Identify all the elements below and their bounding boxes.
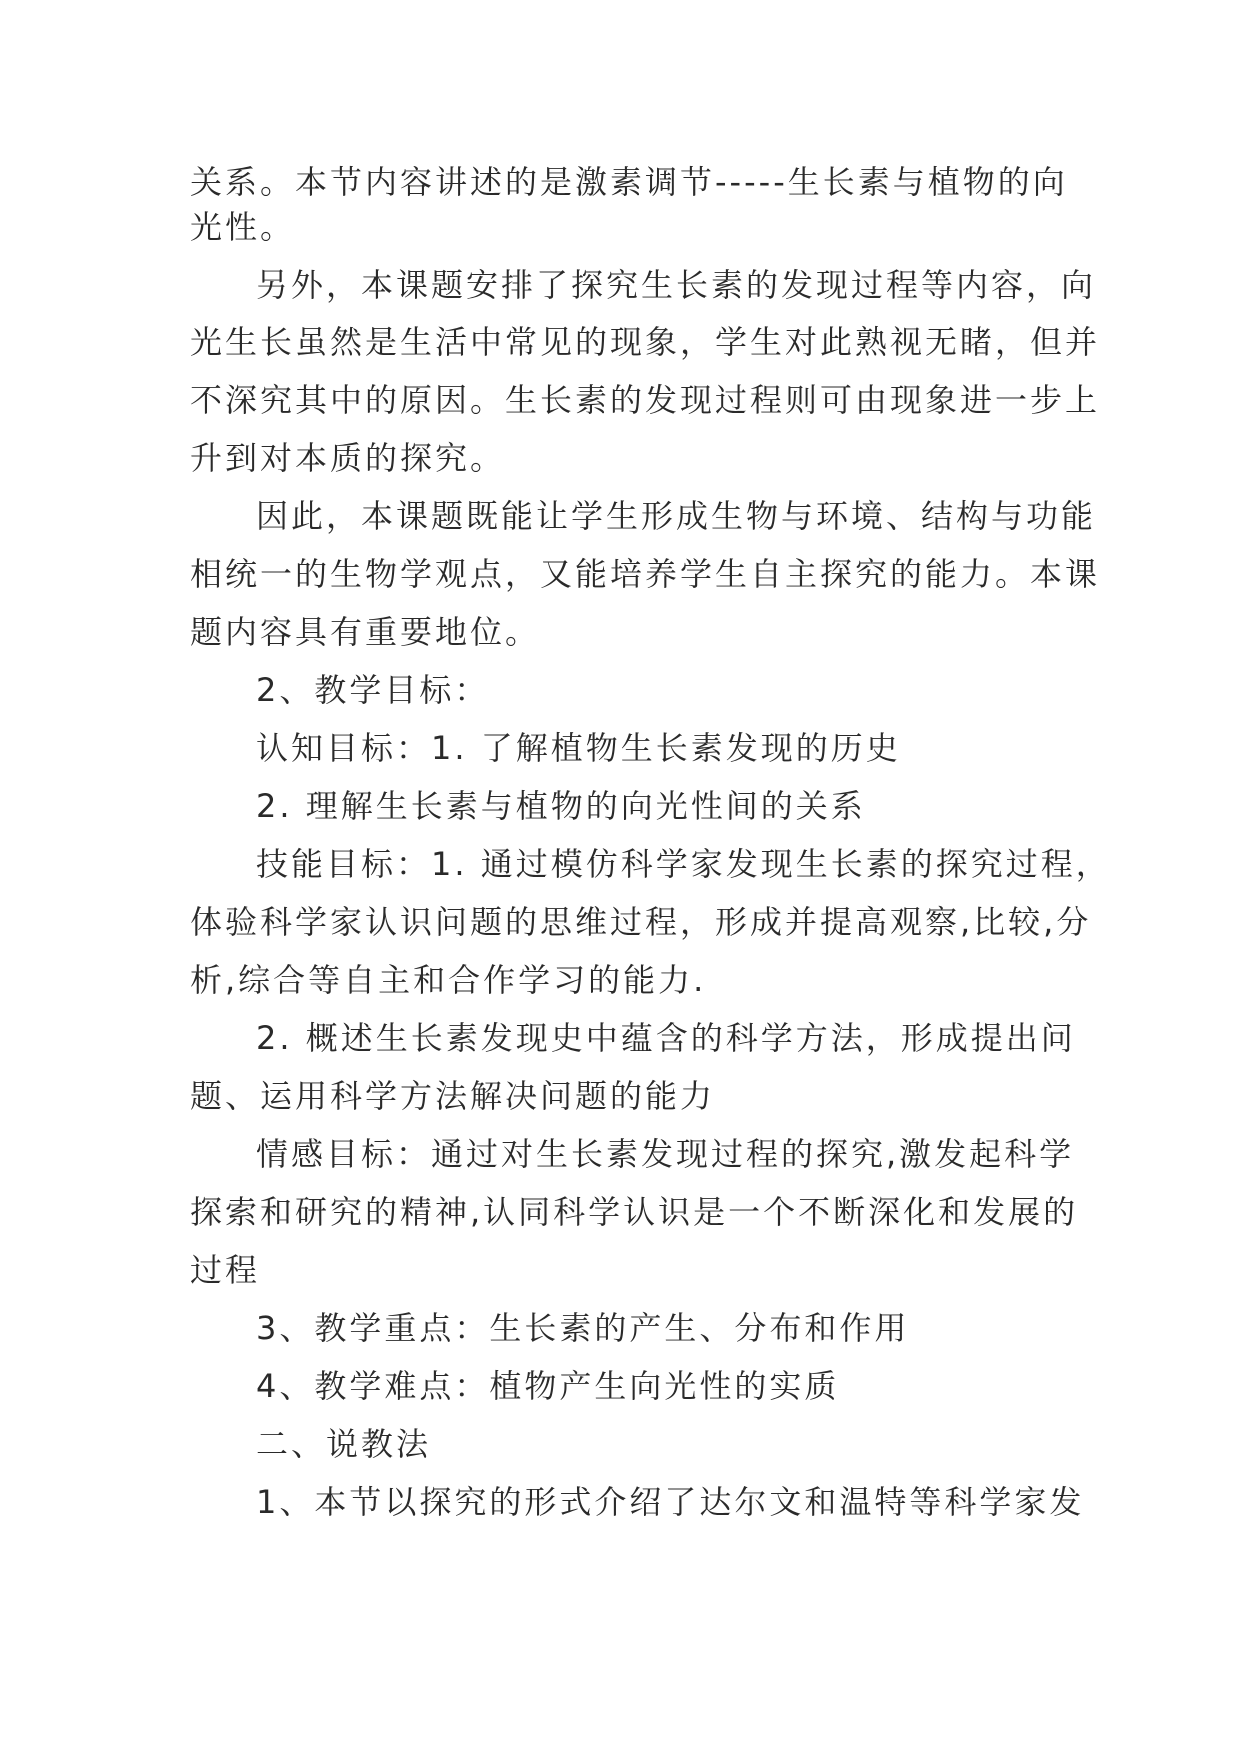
text-line: 不深究其中的原因。生长素的发现过程则可由现象进一步上 xyxy=(190,381,1101,419)
text-line: 情感目标：通过对生长素发现过程的探究,激发起科学 xyxy=(256,1135,1075,1173)
text-line: 过程 xyxy=(190,1251,261,1289)
text-line: 关系。本节内容讲述的是激素调节-----生长素与植物的向 xyxy=(190,163,1068,201)
text-line: 1、本节以探究的形式介绍了达尔文和温特等科学家发 xyxy=(256,1483,1085,1521)
text-line: 探索和研究的精神,认同科学认识是一个不断深化和发展的 xyxy=(190,1193,1079,1231)
text-line: 体验科学家认识问题的思维过程，形成并提高观察,比较,分 xyxy=(190,903,1092,941)
text-line: 升到对本质的探究。 xyxy=(190,439,506,477)
text-line: 认知目标：1. 了解植物生长素发现的历史 xyxy=(256,729,901,767)
section-heading: 4、教学难点：植物产生向光性的实质 xyxy=(256,1367,840,1405)
text-line: 2. 理解生长素与植物的向光性间的关系 xyxy=(256,787,866,825)
text-line: 题内容具有重要地位。 xyxy=(190,613,541,651)
text-line: 相统一的生物学观点，又能培养学生自主探究的能力。本课 xyxy=(190,555,1101,593)
text-line: 光生长虽然是生活中常见的现象，学生对此熟视无睹，但并 xyxy=(190,323,1101,361)
text-line: 光性。 xyxy=(190,208,296,246)
text-line: 另外，本课题安排了探究生长素的发现过程等内容，向 xyxy=(256,266,1097,304)
text-line: 2. 概述生长素发现史中蕴含的科学方法，形成提出问 xyxy=(256,1019,1076,1057)
text-line: 因此，本课题既能让学生形成生物与环境、结构与功能 xyxy=(256,497,1097,535)
text-line: 技能目标：1. 通过模仿科学家发现生长素的探究过程， xyxy=(256,845,1111,883)
text-line: 题、运用科学方法解决问题的能力 xyxy=(190,1077,716,1115)
section-heading: 2、教学目标： xyxy=(256,671,490,709)
section-heading: 二、说教法 xyxy=(256,1425,432,1463)
section-heading: 3、教学重点：生长素的产生、分布和作用 xyxy=(256,1309,910,1347)
text-line: 析,综合等自主和合作学习的能力. xyxy=(190,961,707,999)
